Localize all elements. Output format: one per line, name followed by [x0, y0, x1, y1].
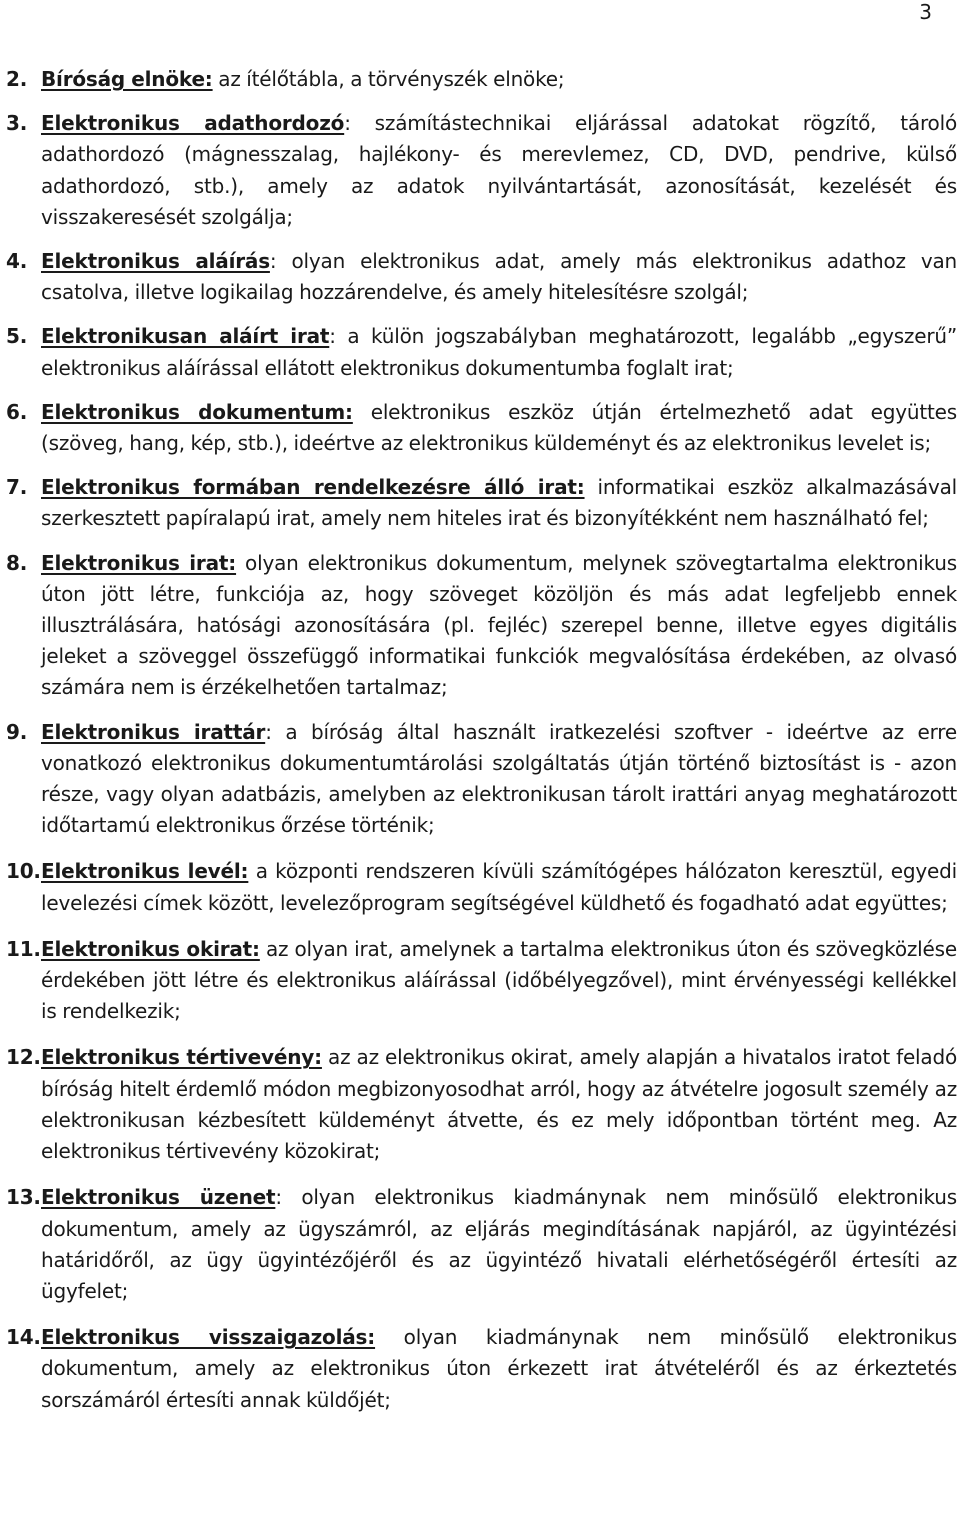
definition-text: a külön jogszabályban meghatározott, legalább „egyszerű” elektronikus aláírással ellátott elektronikus dokumentumba foglalt irat;: [41, 324, 957, 380]
term-separator: :: [275, 1185, 282, 1210]
item-number: 13.: [6, 1185, 41, 1210]
definition-item: [0, 1042, 960, 1167]
term-separator: :: [269, 249, 277, 274]
defined-term: Elektronikus formában rendelkezésre álló irat:: [41, 475, 585, 500]
item-number: 7.: [6, 475, 28, 500]
item-number: 11.: [6, 936, 41, 961]
defined-term: Elektronikus visszaigazolás:: [41, 1325, 376, 1350]
defined-term: Elektronikusan aláírt irat: [41, 324, 330, 349]
item-number: 3.: [6, 111, 28, 136]
defined-term: Elektronikus irattár: [41, 719, 266, 744]
term-separator: :: [265, 719, 272, 744]
definition-text: az ítélőtábla, a törvényszék elnöke;: [212, 67, 565, 91]
definition-text: olyan elektronikus kiadmánynak nem minősülő elektronikus dokumentum, amely az ügyszámról, az eljárás megindításának napjáról, az ügyintézési határidőről, az ügy ügyintézőjéről és az ügyintéző hivatali elérhetőségéről értesíti az ügyfelet;: [41, 1185, 957, 1303]
definition-text: számítástechnikai eljárással adatokat rögzítő, tároló adathordozó (mágnesszalag, hajlékony- és merevlemez, CD, DVD, pendrive, külső adathordozó, stb.), amely az adatok nyilvántartását, azonosítását, kezelését és visszakeresését szolgálja;: [41, 111, 957, 229]
item-number: 6.: [6, 399, 28, 424]
defined-term: Elektronikus aláírás: [41, 249, 270, 274]
item-number: 12.: [6, 1045, 41, 1070]
definition-item: [0, 548, 960, 704]
definition-text: a bíróság által használt iratkezelési szoftver - ideértve az erre vonatkozó elektronikus dokumentumtárolási szolgáltatás útján történő biztosítást is - azon része, vagy olyan adatbázis, amelyben az elektronikusan tárolt irattári anyag meghatározott időtartamú elektronikus őrzése történik;: [41, 719, 957, 838]
item-number: 4.: [6, 249, 28, 274]
definition-text: az olyan irat, amelynek a tartalma elektronikus úton és szövegközlése érdekében jött létre és elektronikus aláírással (időbélyegzővel), mint érvényességi kellékkel is rendelkezik;: [41, 936, 957, 1024]
defined-term: Elektronikus dokumentum:: [41, 399, 353, 424]
definition-item: [0, 321, 960, 383]
defined-term: Elektronikus tértivevény:: [41, 1045, 322, 1070]
definition-text: olyan elektronikus dokumentum, melynek szövegtartalma elektronikus úton jött létre, funkciója az, hogy szöveget közöljön és más adat legfeljebb ennek illusztrálására, hatósági azonosítására (pl. fejléc) szerepel benne, illetve egyes digitális jeleket a szöveggel összefüggő informatikai funkciók megvalósítása érdekében, az olvasó számára nem is érzékelhetően tartalmaz;: [41, 550, 957, 700]
item-number: 2.: [6, 67, 28, 91]
definition-item: [0, 397, 960, 459]
definition-text: olyan kiadmánynak nem minősülő elektronikus dokumentum, amely az elektronikus úton érkezett irat átvételéről és az érkeztetés sorszámáról értesíti annak küldőjét;: [41, 1325, 958, 1412]
item-number: 9.: [6, 719, 28, 744]
definition-item: [0, 246, 960, 308]
item-number: 8.: [6, 550, 28, 575]
defined-term: Bíróság elnöke:: [41, 67, 213, 91]
page-number: 3: [919, 0, 932, 24]
item-number: 14.: [6, 1325, 41, 1350]
definition-text: a központi rendszeren kívüli számítógépes hálózaton keresztül, egyedi levelezési címek között, levelezőprogram segítségével küldhető és fogadható adat együttes;: [41, 859, 957, 915]
defined-term: Elektronikus irat:: [41, 550, 237, 575]
term-separator: :: [344, 111, 351, 136]
definition-item: [0, 472, 960, 534]
definition-list: [0, 64, 960, 1416]
definition-item: [0, 108, 960, 233]
definition-item: [0, 64, 960, 95]
defined-term: Elektronikus adathordozó: [41, 111, 345, 136]
term-separator: :: [329, 324, 336, 349]
definition-item: [0, 1182, 960, 1307]
definition-text: olyan elektronikus adat, amely más elektronikus adathoz van csatolva, illetve logikailag hozzárendelve, és amely hitelesítésre szolgál;: [41, 249, 957, 305]
defined-term: Elektronikus levél:: [41, 859, 249, 884]
definition-item: [0, 1322, 960, 1416]
definition-item: [0, 934, 960, 1028]
defined-term: Elektronikus okirat:: [41, 936, 260, 961]
definition-text: az az elektronikus okirat, amely alapján a hivatalos iratot feladó bíróság hitelt érdemlő módon megbizonyosodhat arról, hogy az átvételre jogosult személy az elektronikusan kézbesített küldeményt átvette, és ez mely időpontban történt meg. Az elektronikus tértivevény közokirat;: [41, 1045, 957, 1164]
item-number: 5.: [6, 324, 28, 349]
definition-item: [0, 856, 960, 918]
item-number: 10.: [6, 859, 41, 884]
definition-item: [0, 717, 960, 842]
definition-text: informatikai eszköz alkalmazásával szerkesztett papíralapú irat, amely nem hiteles irat és bizonyítékként nem használható fel;: [41, 475, 957, 531]
definition-text: elektronikus eszköz útján értelmezhető adat együttes (szöveg, hang, kép, stb.), ideértve az elektronikus küldeményt és az elektronikus levelet is;: [41, 399, 957, 456]
defined-term: Elektronikus üzenet: [41, 1185, 276, 1210]
